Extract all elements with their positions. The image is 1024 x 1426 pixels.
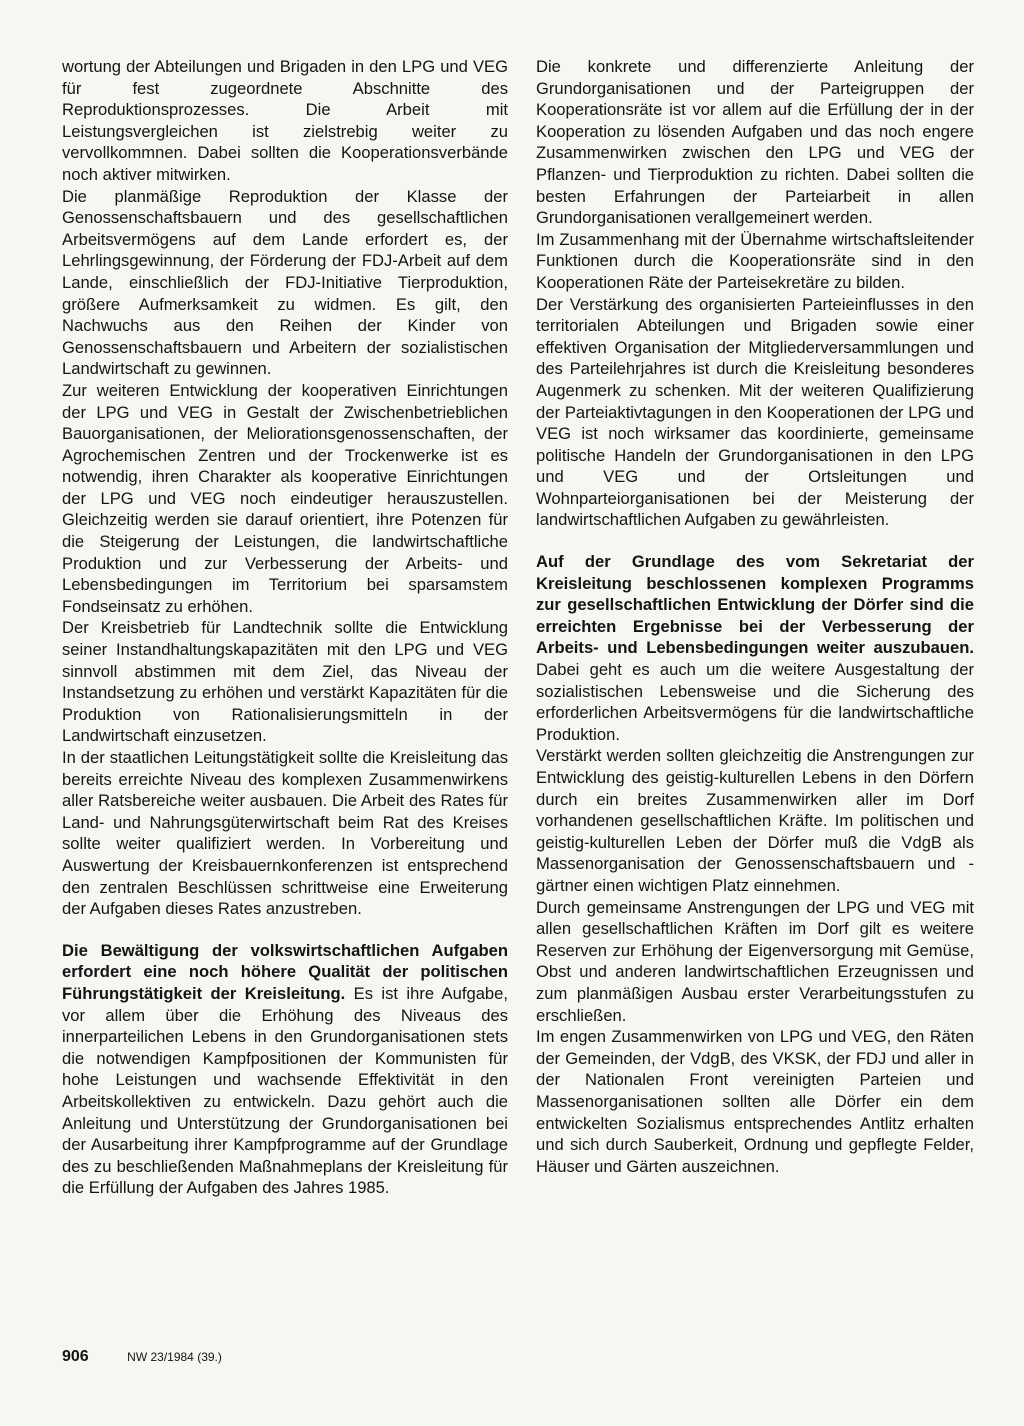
paragraph: In der staatlichen Leitungstätigkeit sollte die Kreisleitung das bereits erreichte Niveau des komplexen Zusammenwirkens aller Ratsbereiche weiter ausbauen. Die Arbeit des Rates für Land- und Nahrungsgüterwirtschaft beim Rat des Kreises sollte weiter qualifiziert werden. In Vorbereitung und Auswertung der Kreisbauernkonferenzen ist entsprechend den zentralen Beschlüssen schrittweise eine Erweiterung der Aufgaben dieses Rates anzustreben. <box>62 748 508 919</box>
left-column <box>62 56 508 1199</box>
page-number: 906 <box>62 1348 89 1365</box>
paragraph: Zur weiteren Entwicklung der kooperativen Einrichtungen der LPG und VEG in Gestalt der Zwischenbetrieblichen Bauorganisationen, der Meliorationsgenossenschaften, der Agrochemischen Zentren und der Trockenwerke ist es notwendig, ihren Charakter als kooperative Einrichtungen der LPG und VEG noch eindeutiger herauszustellen. Gleichzeitig werden sie darauf orientiert, ihre Potenzen für die Steigerung der Leistungen, die landwirtschaftliche Produktion und zur Verbesserung der Arbeits- und Lebensbedingungen im Territorium bei sparsamstem Fondseinsatz zu erhöhen. <box>62 380 508 616</box>
paragraph-text: Es ist ihre Aufgabe, vor allem über die Erhöhung des Niveaus des innerparteilichen Lebens in den Grundorganisationen stets die notwendigen Kampfpositionen der Kommunisten für hohe Leistungen und wachsende Effektivität in den Arbeitskollektiven zu entwickeln. Dazu gehört auch die Anleitung und Unterstützung der Grundorganisationen bei der Ausarbeitung ihrer Kampfprogramme auf der Grundlage des zu beschließenden Maßnahmeplans der Kreisleitung für die Erfüllung der Aufgaben des Jahres 1985. <box>62 983 508 1198</box>
paragraph: Durch gemeinsame Anstrengungen der LPG und VEG mit allen gesellschaftlichen Kräften im Dorf gilt es weitere Reserven zur Erhöhung der Eigenversorgung mit Gemüse, Obst und anderen landwirtschaftlichen Erzeugnissen und zum planmäßigen Ausbau erster Verarbeitungsstufen zu erschließen. <box>536 897 974 1025</box>
paragraph-text: Dabei geht es auch um die weitere Ausgestaltung der sozialistischen Lebensweise und die Sicherung des erforderlichen Arbeitsvermögens für die landwirtschaftliche Produktion. <box>536 660 974 744</box>
paragraph: Der Verstärkung des organisierten Parteieinflusses in den territorialen Abteilungen und Brigaden sowie einer effektiven Organisation der Mitgliederversammlungen und des Parteilehrjahres ist durch die Kreisleitung besonderes Augenmerk zu schenken. Mit der weiteren Qualifizierung der Parteiaktivtagungen in den Kooperationen der LPG und VEG ist noch wirksamer das koordinierte, gemeinsame politische Handeln der Grundorganisationen in den LPG und VEG und der Ortsleitungen und Wohnparteiorganisationen bei der Meisterung der landwirtschaftlichen Aufgaben zu gewährleisten. <box>536 294 974 530</box>
paragraph: Die planmäßige Reproduktion der Klasse der Genossenschaftsbauern und des gesellschaftlichen Arbeitsvermögens auf dem Lande erfordert es, der Lehrlingsgewinnung, der Förderung der FDJ-Arbeit auf dem Lande, einschließlich der FDJ-Initiative Tierproduktion, größere Aufmerksamkeit zu widmen. Es gilt, den Nachwuchs aus den Reihen der Kinder von Genossenschaftsbauern und Arbeitern der sozialistischen Landwirtschaft zu gewinnen. <box>62 186 508 379</box>
paragraph: Die konkrete und differenzierte Anleitung der Grundorganisationen und der Parteigruppen der Kooperationsräte ist vor allem auf die Erfüllung der in der Kooperation zu lösenden Aufgaben und das noch engere Zusammenwirken zwischen den LPG und VEG der Pflanzen- und Tierproduktion zu richten. Dabei sollten die besten Erfahrungen der Parteiarbeit in allen Grundorganisationen verallgemeinert werden. <box>536 57 974 228</box>
right-column <box>536 56 974 1177</box>
paragraph: Im Zusammenhang mit der Übernahme wirtschaftsleitender Funktionen durch die Kooperationsräte sind in den Kooperationen Räte der Parteisekretäre zu bilden. <box>536 229 974 292</box>
source-reference: NW 23/1984 (39.) <box>127 1350 222 1364</box>
paragraph-with-bold-lead <box>536 551 974 745</box>
bold-lead-text: Die Bewältigung der volkswirtschaftlichen Aufgaben erfordert eine noch höhere Qualität der politischen Führungstätigkeit der Kreisleitung. <box>62 940 508 1003</box>
paragraph: wortung der Abteilungen und Brigaden in den LPG und VEG für fest zugeordnete Abschnitte des Reproduktionsprozesses. Die Arbeit mit Leistungsvergleichen ist zielstrebig weiter zu vervollkommnen. Dabei sollten die Kooperationsverbände noch aktiver mitwirken. <box>62 57 508 184</box>
page-footer <box>62 1348 222 1366</box>
paragraph: Der Kreisbetrieb für Landtechnik sollte die Entwicklung seiner Instandhaltungskapazitäten mit den LPG und VEG sinnvoll abstimmen mit dem Ziel, das Niveau der Instandsetzung zu erhöhen und verstärkt Kapazitäten für die Produktion von Rationalisierungsmitteln in der Landwirtschaft einzusetzen. <box>62 618 508 746</box>
paragraph: Verstärkt werden sollten gleichzeitig die Anstrengungen zur Entwicklung des geistig-kulturellen Lebens in den Dörfern durch ein breites Zusammenwirken aller im Dorf vorhandenen gesellschaftlichen Kräfte. Im politischen und geistig-kulturellen Leben der Dörfer muß die VdgB als Massenorganisation der Genossenschaftsbauern und -gärtner einen wichtigen Platz einnehmen. <box>536 746 974 895</box>
paragraph-with-bold-lead <box>62 940 508 1199</box>
paragraph: Im engen Zusammenwirken von LPG und VEG, den Räten der Gemeinden, der VdgB, des VKSK, der FDJ und aller in der Nationalen Front vereinigten Parteien und Massenorganisationen sollten alle Dörfer ein dem entwickelten Sozialismus entsprechendes Antlitz erhalten und sich durch Sauberkeit, Ordnung und gepflegte Felder, Häuser und Gärten auszeichnen. <box>536 1027 974 1176</box>
bold-lead-text: Auf der Grundlage des vom Sekretariat der Kreisleitung beschlossenen komplexen Programms zur gesellschaftlichen Entwicklung der Dörfer sind die erreichten Ergebnisse bei der Verbesserung der Arbeits- und Lebensbedingungen weiter auszubauen. <box>536 552 974 658</box>
